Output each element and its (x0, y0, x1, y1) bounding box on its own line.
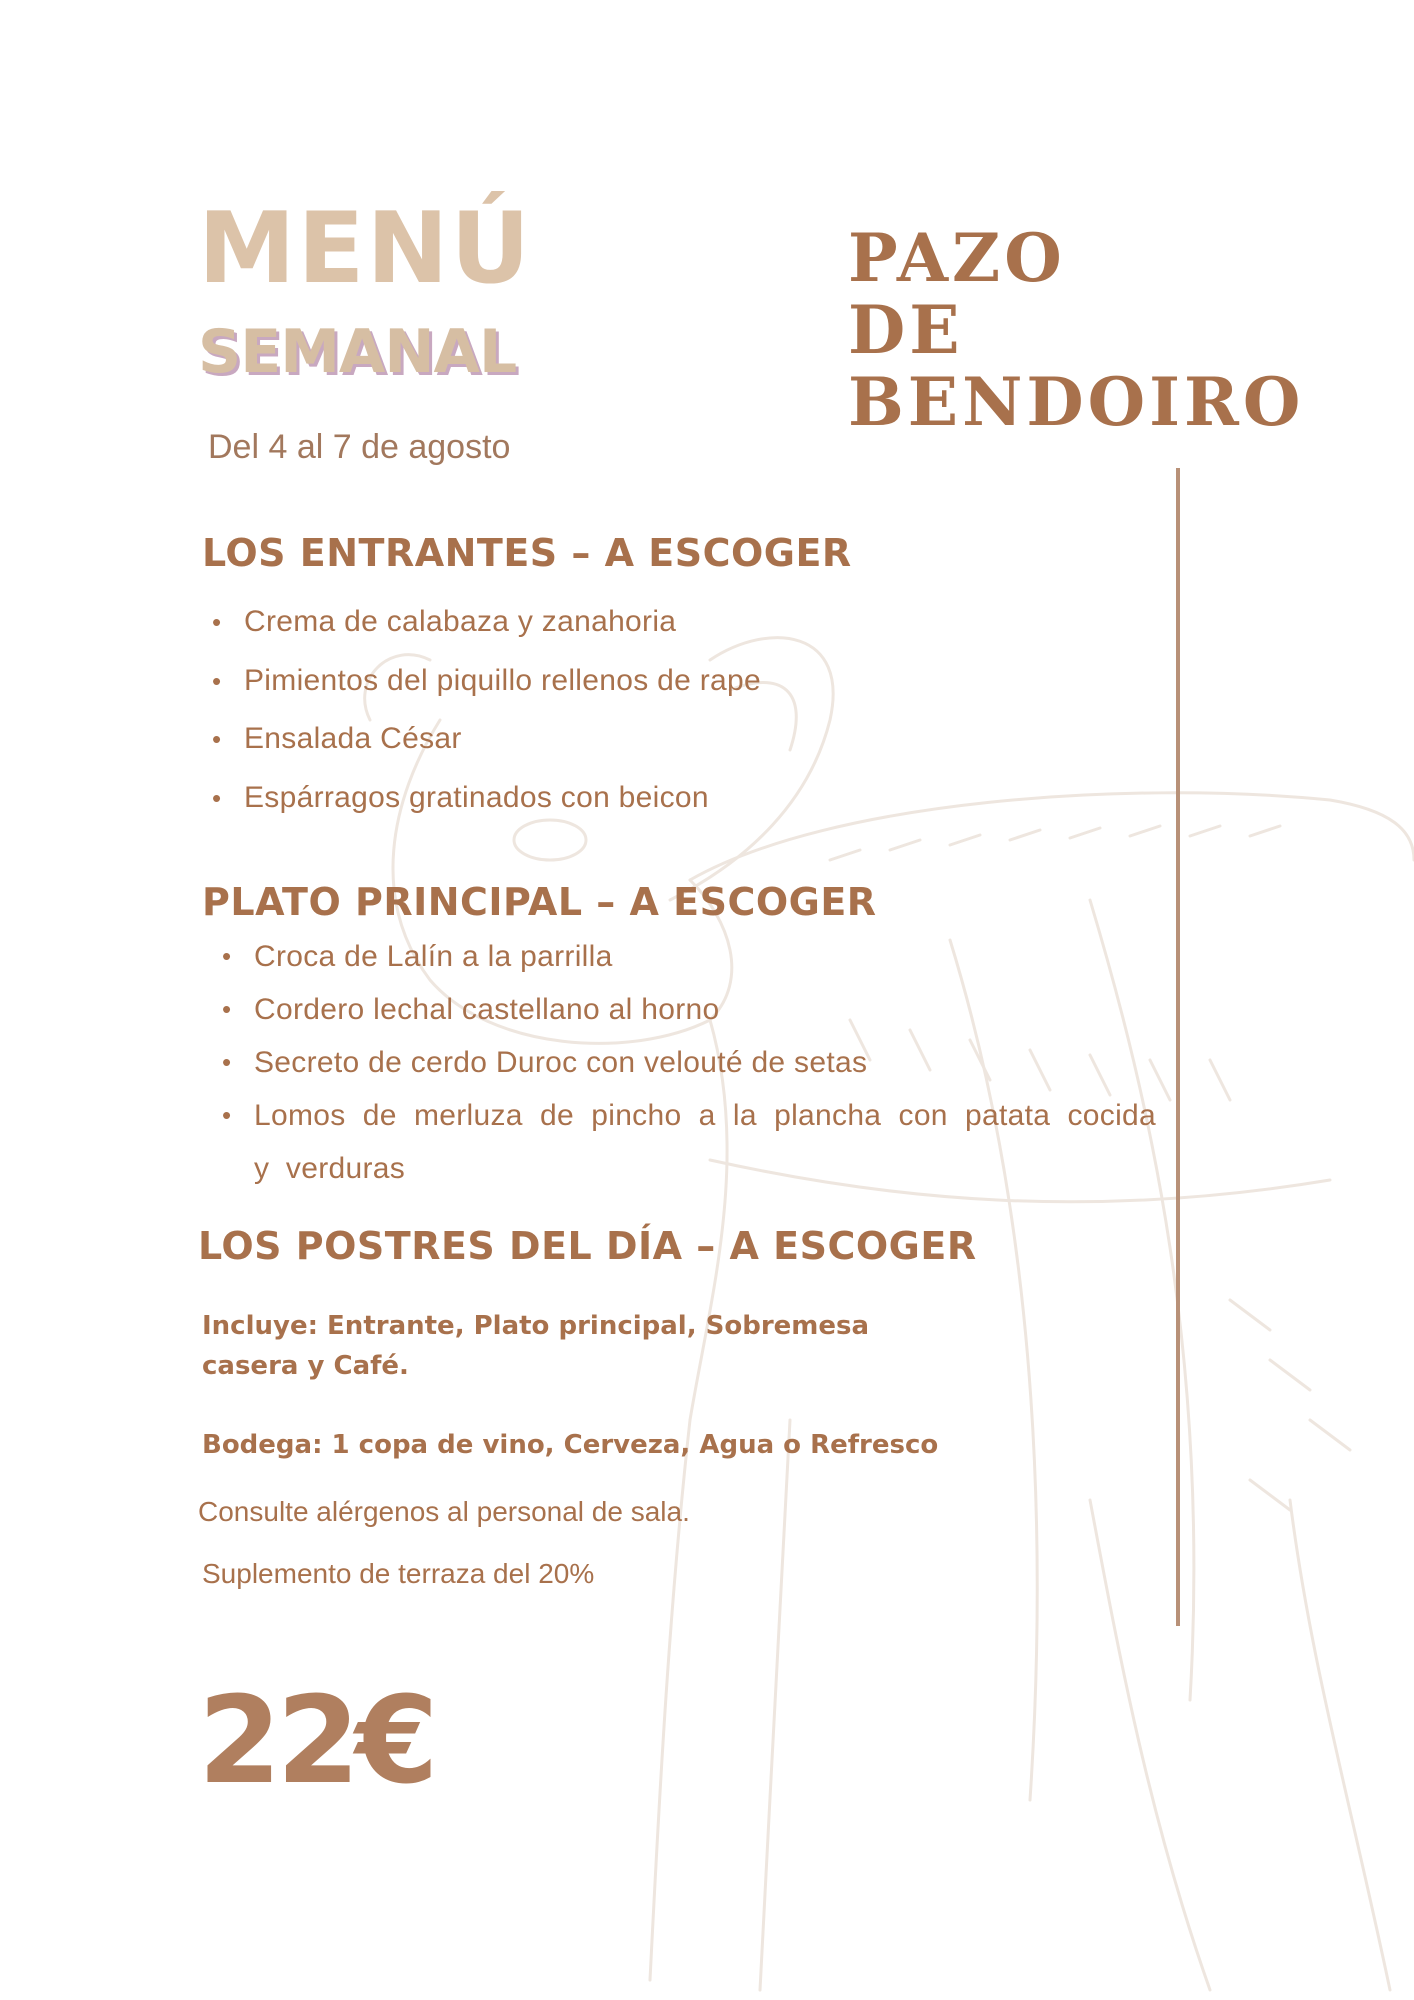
list-item: • Pimientos del piquillo rellenos de rape (208, 661, 1108, 720)
section-title-principal: PLATO PRINCIPAL – A ESCOGER (202, 880, 877, 924)
list-item: • Espárragos gratinados con beicon (208, 778, 1108, 837)
includes-note (202, 1306, 869, 1386)
list-item: • Ensalada César (208, 719, 1108, 778)
list-item: • Lomos de merluza de pincho a la plancha con patata cocida y verduras (218, 1089, 1156, 1195)
allergens-note: Consulte alérgenos al personal de sala. (198, 1496, 690, 1527)
menu-dates: Del 4 al 7 de agosto (208, 428, 511, 466)
menu-subtitle: SEMANAL (198, 317, 517, 387)
includes-note-line1: Incluye: Entrante, Plato principal, Sobremesa (202, 1311, 870, 1341)
list-item: • Crema de calabaza y zanahoria (208, 602, 1108, 661)
list-item: • Croca de Lalín a la parrilla (218, 930, 1156, 983)
menu-title: MENÚ (198, 192, 533, 306)
menu-price: 22€ (198, 1672, 434, 1811)
list-entrantes (208, 602, 1108, 836)
list-item: • Cordero lechal castellano al horno (218, 983, 1156, 1036)
terrace-supplement-note: Suplemento de terraza del 20% (202, 1558, 595, 1589)
list-item: • Secreto de cerdo Duroc con velouté de setas (218, 1036, 1156, 1089)
bodega-note: Bodega: 1 copa de vino, Cerveza, Agua o Refresco (202, 1430, 939, 1460)
vertical-divider (1176, 468, 1180, 1626)
brand-logo-line1: PAZO DE (848, 219, 1066, 369)
brand-logo (848, 219, 1305, 441)
section-title-postres: LOS POSTRES DEL DÍA – A ESCOGER (198, 1224, 977, 1268)
section-title-entrantes: LOS ENTRANTES – A ESCOGER (202, 531, 852, 575)
list-principal (218, 930, 1156, 1195)
brand-logo-line2: BENDOIRO (848, 363, 1305, 441)
includes-note-line2: casera y Café. (202, 1351, 409, 1381)
